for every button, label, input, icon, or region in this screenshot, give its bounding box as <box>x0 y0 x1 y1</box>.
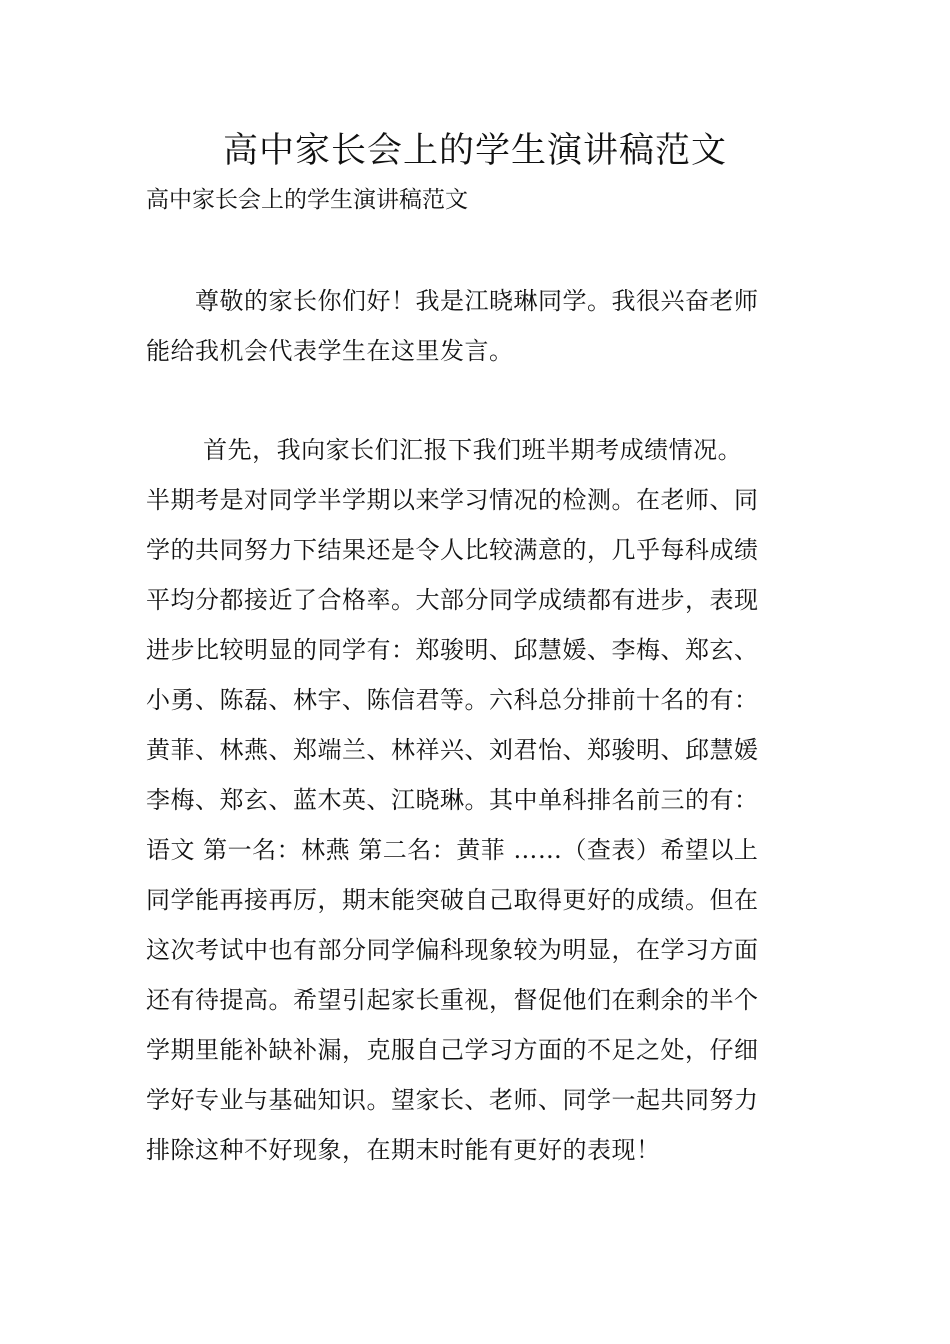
paragraph-line: 这次考试中也有部分同学偏科现象较为明显，在学习方面 <box>146 936 759 964</box>
paragraph-line: 同学能再接再厉，期末能突破自己取得更好的成绩。但在 <box>146 886 759 914</box>
paragraph-greeting <box>146 276 810 376</box>
paragraph-line: 能给我机会代表学生在这里发言。 <box>146 337 514 365</box>
paragraph-line: 尊敬的家长你们好！我是江晓琳同学。我很兴奋老师 <box>146 287 759 315</box>
paragraph-line: 学好专业与基础知识。望家长、老师、同学一起共同努力 <box>146 1086 759 1114</box>
paragraph-line: 黄菲、林燕、郑端兰、林祥兴、刘君怡、郑骏明、邱慧媛 <box>146 736 759 764</box>
paragraph-line: 语文 第一名：林燕 第二名：黄菲 ……（查表）希望以上 <box>146 836 759 864</box>
paragraph-line: 李梅、郑玄、蓝木英、江晓琳。其中单科排名前三的有： <box>146 786 759 814</box>
paragraph-line: 首先，我向家长们汇报下我们班半期考成绩情况。 <box>146 436 743 464</box>
paragraph-line: 学的共同努力下结果还是令人比较满意的，几乎每科成绩 <box>146 536 759 564</box>
paragraph-line: 学期里能补缺补漏，克服自己学习方面的不足之处，仔细 <box>146 1036 759 1064</box>
document-title: 高中家长会上的学生演讲稿范文 <box>222 131 727 171</box>
paragraph-line: 小勇、陈磊、林宇、陈信君等。六科总分排前十名的有： <box>146 686 759 714</box>
paragraph-line: 平均分都接近了合格率。大部分同学成绩都有进步，表现 <box>146 586 759 614</box>
paragraph-line: 还有待提高。希望引起家长重视，督促他们在剩余的半个 <box>146 986 759 1014</box>
paragraph-line: 进步比较明显的同学有：郑骏明、邱慧媛、李梅、郑玄、 <box>146 636 759 664</box>
paragraph-exam-report <box>146 425 810 1175</box>
paragraph-line: 排除这种不好现象，在期末时能有更好的表现！ <box>146 1136 661 1164</box>
document-subtitle: 高中家长会上的学生演讲稿范文 <box>146 187 468 213</box>
paragraph-line: 半期考是对同学半学期以来学习情况的检测。在老师、同 <box>146 486 759 514</box>
